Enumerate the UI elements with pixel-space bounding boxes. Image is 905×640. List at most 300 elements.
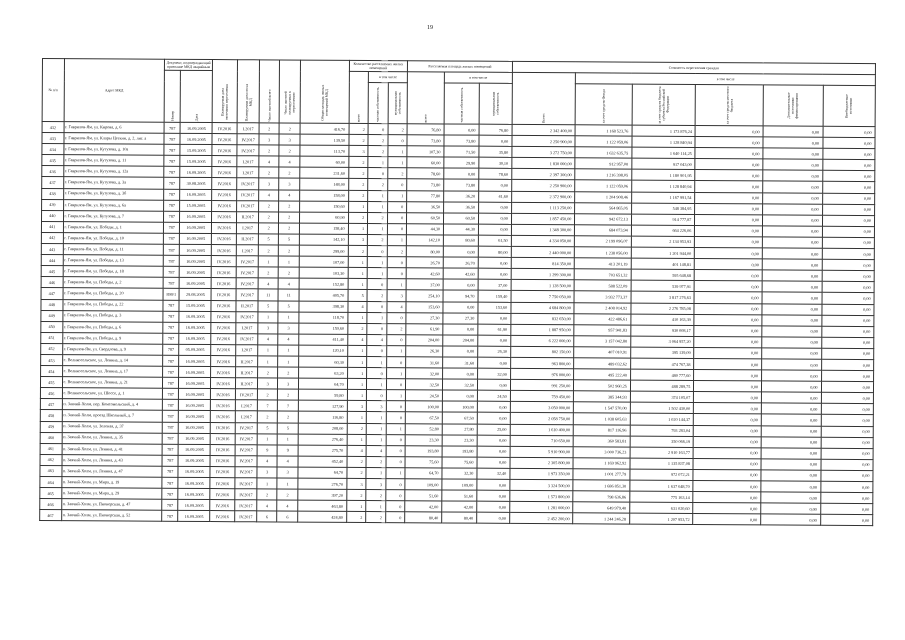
table-cell: 1 299 300,00 xyxy=(511,269,575,280)
table-cell: 440 xyxy=(42,210,64,221)
table-cell: 2 xyxy=(387,168,407,179)
table-cell: 564 865,05 xyxy=(575,202,631,213)
table-cell: 2 xyxy=(259,212,279,223)
table-cell: 1 xyxy=(386,468,406,479)
table-cell: 787 xyxy=(163,311,179,322)
table-cell: 2 xyxy=(368,135,388,146)
header-cost-group: Стоимость переселения граждан xyxy=(512,61,875,74)
table-cell: IV.2016 xyxy=(211,311,236,322)
table-cell: 0 xyxy=(367,279,387,290)
table-cell: 4 xyxy=(258,334,278,345)
header-extra: Дополнительные источники финансирования xyxy=(763,85,823,126)
resettlement-table xyxy=(39,58,876,526)
table-cell: 37,00 xyxy=(406,279,443,290)
table-cell: 2 xyxy=(346,512,366,523)
table-cell: 0,00 xyxy=(762,370,822,381)
table-cell: 449 xyxy=(41,310,63,321)
table-cell: 4 xyxy=(277,456,299,467)
table-cell: IV.2016 xyxy=(212,123,237,134)
table-cell: IV.2016 xyxy=(211,344,236,355)
table-cell: п. Заячий-Холм, проезд Школьный, д. 7 xyxy=(62,410,163,422)
table-cell: 1 xyxy=(348,223,368,234)
table-cell: 2 xyxy=(259,167,279,178)
table-cell: 0,00 xyxy=(761,514,821,525)
table-cell: 16.09.2005 xyxy=(178,455,210,466)
table-cell: 4 xyxy=(278,278,300,289)
table-cell: 2 xyxy=(349,134,369,145)
table-cell: 60,50 xyxy=(407,212,444,223)
header-cost-incl: в том числе xyxy=(576,73,876,86)
table-cell: 3 xyxy=(259,134,279,145)
table-cell: 1 168 523,76 xyxy=(575,125,631,136)
table-cell: 0 xyxy=(386,445,406,456)
table-cell: 1 xyxy=(258,311,278,322)
table-cell: 787 xyxy=(163,366,179,377)
table-cell: 59,80 xyxy=(299,389,347,400)
table-cell: 94,70 xyxy=(443,290,478,301)
table-cell: 817 116,96 xyxy=(574,424,630,435)
table-cell: 1 857 450,00 xyxy=(511,213,575,224)
table-cell: 5 xyxy=(258,422,278,433)
table-cell: 0 xyxy=(386,434,406,445)
table-cell: 0,00 xyxy=(443,368,478,379)
table-cell: 0,00 xyxy=(694,403,762,415)
table-cell: 787 xyxy=(164,211,180,222)
table-cell: 0,00 xyxy=(763,192,823,203)
table-cell: 16.09.2005 xyxy=(179,322,211,333)
table-cell: 397,20 xyxy=(298,489,346,500)
table-cell: 0,00 xyxy=(695,248,763,260)
table-cell: 787 xyxy=(163,355,179,366)
table-cell: 1 xyxy=(387,190,407,201)
table-cell: 0 xyxy=(387,257,407,268)
table-cell: 0,00 xyxy=(763,137,823,148)
table-cell: 432 xyxy=(42,122,64,133)
table-cell: 80,40 xyxy=(405,512,442,523)
table-cell: 2 xyxy=(258,389,278,400)
table-cell: 116,80 xyxy=(299,412,347,423)
table-cell: 0,00 xyxy=(761,392,821,403)
table-cell: 0,00 xyxy=(823,126,876,137)
table-cell: 2 xyxy=(278,267,300,278)
table-cell: 1 xyxy=(278,345,300,356)
table-cell: 23,30 xyxy=(442,435,477,446)
table-cell: 26,70 xyxy=(443,257,478,268)
table-cell: 1 201 944,00 xyxy=(631,247,695,258)
table-cell: 0,00 xyxy=(762,281,822,292)
table-cell: 254,10 xyxy=(406,290,443,301)
table-cell: 0,00 xyxy=(761,425,821,436)
table-cell: 787 xyxy=(164,189,180,200)
table-cell: 2 xyxy=(368,146,388,157)
table-cell: 0,00 xyxy=(761,470,821,481)
table-cell: 299,00 xyxy=(300,245,348,256)
table-cell: 2 372 900,00 xyxy=(511,191,575,202)
table-cell: 0,00 xyxy=(693,480,761,492)
table-cell: 1 xyxy=(386,390,406,401)
table-cell: 2 xyxy=(279,123,301,134)
table-cell: 31,60 xyxy=(406,357,443,368)
table-cell: IV.2016 xyxy=(210,478,235,489)
table-cell: 0,00 xyxy=(761,437,821,448)
table-cell: IV.2017 xyxy=(235,467,258,478)
table-cell: 447 xyxy=(41,288,63,299)
table-cell: 0,00 xyxy=(693,492,761,504)
table-cell: 3 272 750,00 xyxy=(512,147,576,158)
table-cell: 16.09.2005 xyxy=(178,477,210,488)
table-cell: I.2017 xyxy=(235,411,258,422)
table-cell: 0,00 xyxy=(822,160,875,171)
table-cell: 434 xyxy=(42,144,64,155)
table-cell: 2 xyxy=(259,223,279,234)
table-cell: 787 xyxy=(163,300,179,311)
table-cell: г. Гаврилов-Ям, ул. Кирова, д. 6 xyxy=(64,122,165,134)
table-cell: г. Гаврилов-Ям, ул. Победы, д. 3 xyxy=(62,310,163,322)
table-cell: 2 xyxy=(279,145,301,156)
table-cell: 153,60 xyxy=(406,301,443,312)
table-cell: 0,00 xyxy=(695,192,763,204)
table-cell: 0,00 xyxy=(821,448,874,459)
table-cell: 0 xyxy=(367,301,387,312)
table-cell: 350 066,19 xyxy=(630,436,694,447)
table-cell: г. Гаврилов-Ям, ул. Кутузова, д. 7 xyxy=(63,210,164,222)
table-cell: 474 767,38 xyxy=(630,358,694,369)
table-cell: 1 xyxy=(368,223,388,234)
table-cell: 480 777,60 xyxy=(630,369,694,380)
table-cell: 787 xyxy=(162,499,178,510)
table-cell: 0,00 xyxy=(822,148,875,159)
header-rooms-total: всего xyxy=(349,71,369,123)
table-cell: 0,00 xyxy=(820,515,873,526)
table-cell: 16.09.2005 xyxy=(178,488,210,499)
table-cell: 2 452 200,00 xyxy=(509,513,573,524)
table-cell: I.2017 xyxy=(236,245,259,256)
table-cell: г. Гаврилов-Ям, ул. Победы, д. 6 xyxy=(62,321,163,333)
table-cell: 0,00 xyxy=(763,204,823,215)
table-cell: 1 xyxy=(348,201,368,212)
table-cell: 0,00 xyxy=(694,425,762,437)
table-cell: IV.2017 xyxy=(235,511,258,522)
table-cell: II.2017 xyxy=(235,367,258,378)
table-cell: 2 199 096,07 xyxy=(575,236,631,247)
table-cell: 5 xyxy=(348,290,368,301)
table-cell: IV.2017 xyxy=(235,489,258,500)
table-cell: 0,00 xyxy=(761,414,821,425)
table-cell: 2 xyxy=(259,123,279,134)
table-cell: 976 000,00 xyxy=(510,368,574,379)
table-cell: 103,30 xyxy=(300,267,348,278)
table-cell: 275,70 xyxy=(299,445,347,456)
table-cell: 0,00 xyxy=(478,268,511,279)
table-cell: 0,00 xyxy=(478,313,511,324)
table-cell: 631 020,60 xyxy=(629,502,693,513)
table-cell: 1 637 648,70 xyxy=(630,480,694,491)
table-cell: 0,00 xyxy=(477,490,510,501)
table-cell: 3 050 000,00 xyxy=(510,402,574,413)
table-cell: 0,00 xyxy=(477,457,510,468)
table-cell: 9 xyxy=(258,445,278,456)
table-cell: 7 xyxy=(258,400,278,411)
table-cell: 463,80 xyxy=(298,500,346,511)
table-cell: 73,80 xyxy=(407,135,444,146)
table-cell: 1 204 908,46 xyxy=(575,191,631,202)
table-cell: 204,00 xyxy=(406,335,443,346)
table-cell: 1 xyxy=(368,157,388,168)
table-cell: 0,00 xyxy=(820,481,873,492)
table-cell: 787 xyxy=(164,144,180,155)
table-cell: 142,10 xyxy=(407,235,444,246)
table-cell: 2 xyxy=(277,367,299,378)
table-header xyxy=(42,59,875,127)
table-cell: 1 xyxy=(367,379,387,390)
table-cell: 2 xyxy=(368,234,388,245)
table-cell: г. Гаврилов-Ям, ул. Кутузова, д. 3а xyxy=(63,177,164,189)
table-cell: 61,90 xyxy=(406,323,443,334)
table-cell: 0,00 xyxy=(821,337,874,348)
header-area-private: частная собственность xyxy=(444,83,479,124)
table-cell: 3 817 276,63 xyxy=(631,292,695,303)
table-cell: 1 xyxy=(366,423,386,434)
table-cell: 16.09.2005 xyxy=(179,366,211,377)
table-cell: 208,00 xyxy=(299,423,347,434)
table-cell: 16.09.2005 xyxy=(179,444,211,455)
table-cell: 0,00 xyxy=(762,303,822,314)
table-cell: 1 xyxy=(277,434,299,445)
table-cell: 76,80 xyxy=(479,124,512,135)
table-cell: 4 xyxy=(348,301,368,312)
table-cell: 0,00 xyxy=(695,270,763,282)
header-no: № п/п xyxy=(42,59,64,122)
table-cell: 2 xyxy=(366,512,386,523)
table-cell: IV.2017 xyxy=(236,333,259,344)
table-cell: 0,00 xyxy=(821,370,874,381)
table-cell: 1 xyxy=(347,412,367,423)
table-cell: 0,00 xyxy=(694,358,762,370)
table-cell: 0,00 xyxy=(762,326,822,337)
header-residents-count: Число жителей всего xyxy=(260,60,280,123)
table-cell: г. Гаврилов-Ям, ул. Победы, д. 9 xyxy=(62,332,163,344)
table-cell: 1 xyxy=(259,256,279,267)
table-cell: 1 xyxy=(348,256,368,267)
table-cell: 0,00 xyxy=(763,170,823,181)
table-cell: 107,00 xyxy=(300,256,348,267)
table-cell: г. Гаврилов-Ям, ул. Кутузова, д. 3б xyxy=(63,188,164,200)
header-rooms-incl: в том числе xyxy=(368,71,407,82)
table-cell: 16.09.2005 xyxy=(178,500,210,511)
table-cell: 548 384,95 xyxy=(631,203,695,214)
table-cell: 1 xyxy=(258,433,278,444)
table-cell: 4 xyxy=(257,456,277,467)
table-cell: 0,00 xyxy=(694,281,762,293)
table-cell: 438 xyxy=(42,188,64,199)
table-cell: 0,00 xyxy=(763,181,823,192)
table-cell: 684 073,94 xyxy=(575,225,631,236)
table-cell: 16.09.2005 xyxy=(179,400,211,411)
table-cell: 1 122 059,06 xyxy=(575,136,631,147)
table-cell: 64,70 xyxy=(299,378,347,389)
header-address: Адрес МКД xyxy=(64,59,165,123)
table-cell: 159,40 xyxy=(478,291,511,302)
table-cell: 16.09.2005 xyxy=(178,466,210,477)
table-cell: 0,00 xyxy=(695,214,763,226)
table-cell: 787 xyxy=(163,344,179,355)
table-cell: 0,00 xyxy=(694,336,762,348)
table-cell: 0,00 xyxy=(762,237,822,248)
table-cell: 60,90 xyxy=(300,212,348,223)
table-cell: 972 072,21 xyxy=(630,469,694,480)
table-cell: IV.2016 xyxy=(212,156,237,167)
table-cell: 30,10 xyxy=(479,157,512,168)
table-cell: 3 064 957,20 xyxy=(631,336,695,347)
table-cell: 16.09.2005 xyxy=(179,355,211,366)
table-cell: 3 xyxy=(279,178,301,189)
table-cell: 2 xyxy=(368,179,388,190)
table-cell: 930 008,17 xyxy=(631,325,695,336)
table-cell: 3 xyxy=(259,178,279,189)
table-cell: 787 xyxy=(164,200,180,211)
table-cell: 42,60 xyxy=(443,268,478,279)
table-cell: 1 686 851,30 xyxy=(573,480,629,491)
table-cell: 1 xyxy=(347,345,367,356)
table-cell: 360 583,81 xyxy=(573,435,629,446)
table-cell: 2 xyxy=(259,267,279,278)
table-cell: 0,00 xyxy=(693,436,761,448)
table-cell: 0,00 xyxy=(762,270,822,281)
table-cell: 401 148,81 xyxy=(631,258,695,269)
table-cell: 422 486,61 xyxy=(574,313,630,324)
table-cell: 2 xyxy=(278,201,300,212)
table-cell: 465 xyxy=(40,488,62,499)
table-cell: 0,00 xyxy=(694,314,762,326)
table-cell: 0,00 xyxy=(822,259,875,270)
table-cell: 78,60 xyxy=(407,168,444,179)
table-cell: 1 xyxy=(347,379,367,390)
table-cell: 64,70 xyxy=(298,467,346,478)
table-cell: 29,90 xyxy=(444,157,479,168)
header-total-area: Общая площадь жилых помещений МКД xyxy=(301,60,350,123)
table-cell: 787 xyxy=(162,400,178,411)
header-area-group: Расселяемая площадь жилых помещений xyxy=(408,61,513,73)
table-cell: 15.09.2005 xyxy=(180,145,212,156)
table-cell: 2 xyxy=(259,245,279,256)
table-cell: 3 xyxy=(278,323,300,334)
table-cell: 787 xyxy=(162,511,178,522)
table-cell: 148,00 xyxy=(300,179,348,190)
table-cell: 4 xyxy=(259,189,279,200)
table-cell: 0,00 xyxy=(821,315,874,326)
table-cell: IV.2016 xyxy=(211,333,236,344)
table-cell: г. Гаврилов-Ям, ул. Победы, д. 20 xyxy=(63,288,164,300)
header-planned-demolition: Планируемая дата сноса МКД xyxy=(237,60,260,123)
table-cell: 1 173 876,24 xyxy=(632,125,696,136)
table-cell: 0 xyxy=(386,334,406,345)
table-cell: 1 xyxy=(367,268,387,279)
table-cell: 3 xyxy=(277,378,299,389)
table-cell: 0,00 xyxy=(822,293,875,304)
table-cell: 448 xyxy=(41,299,63,310)
table-cell: 1 xyxy=(387,279,407,290)
table-cell: 16.09.2005 xyxy=(180,189,212,200)
table-cell: IV.2016 xyxy=(211,289,236,300)
table-cell: 3 000 736,23 xyxy=(573,446,629,457)
table-cell: 77,80 xyxy=(407,190,444,201)
table-cell: 459 xyxy=(40,421,62,432)
table-cell: 3 xyxy=(257,467,277,478)
table-cell: 502 960,25 xyxy=(574,380,630,391)
table-cell: 787 xyxy=(163,278,179,289)
table-cell: 912 957,00 xyxy=(575,158,631,169)
table-cell: 0,00 xyxy=(821,304,874,315)
table-cell: I.2017 xyxy=(237,123,260,134)
table-cell: 24,50 xyxy=(477,390,510,401)
table-cell: 787 xyxy=(163,222,179,233)
table-cell: 0,00 xyxy=(821,326,874,337)
table-cell: IV.2017 xyxy=(235,433,258,444)
table-cell: 6 222 000,00 xyxy=(511,335,575,346)
table-cell: 67,50 xyxy=(405,412,442,423)
table-cell: 0 xyxy=(388,135,408,146)
table-cell: 11 xyxy=(258,289,278,300)
table-cell: 1 001 277,79 xyxy=(573,469,629,480)
header-area-incl: в том числе xyxy=(444,72,512,83)
table-cell: 0,00 xyxy=(821,459,874,470)
table-cell: 443 xyxy=(41,244,63,255)
table-cell: 16.09.2005 xyxy=(180,255,212,266)
table-cell: с. Великосельское, ул. Ленина, д. 14 xyxy=(62,355,163,367)
table-cell: 787 xyxy=(162,388,178,399)
table-cell: 1 xyxy=(346,501,366,512)
table-cell: 75,60 xyxy=(405,457,442,468)
table-cell: 51,60 xyxy=(442,490,477,501)
table-cell: 16.09.2005 xyxy=(179,433,211,444)
table-cell: 0,00 xyxy=(443,346,478,357)
table-cell: п. Заячий-Холм, ул. Зеленая, д. 37 xyxy=(62,421,163,433)
table-cell: 0,00 xyxy=(478,257,511,268)
table-cell: 127,90 xyxy=(299,400,347,411)
table-cell: г. Гаврилов-Ям, ул. Победы, д. 2 xyxy=(63,277,164,289)
table-cell: 2 xyxy=(347,423,367,434)
table-cell: 32,50 xyxy=(406,379,443,390)
table-cell: IV.2016 xyxy=(212,245,237,256)
table-cell: п. Заячий-Холм, ул. Пионерская, д. 52 xyxy=(61,510,162,522)
table-cell: г. Гаврилов-Ям, ул. Свердлова, д. 9 xyxy=(62,344,163,356)
table-cell: 1 113 250,00 xyxy=(511,202,575,213)
table-cell: 0,00 xyxy=(763,126,823,137)
table-cell: 2 xyxy=(259,145,279,156)
table-cell: 0 xyxy=(387,223,407,234)
table-cell: 1 128 840,94 xyxy=(631,181,695,192)
table-cell: 0 xyxy=(367,323,387,334)
table-cell: 0,00 xyxy=(822,226,875,237)
table-cell: 0 xyxy=(386,456,406,467)
table-cell: 73,80 xyxy=(444,135,479,146)
table-cell: 16.09.2005 xyxy=(180,233,212,244)
table-cell: 27,30 xyxy=(443,313,478,324)
table-cell: 2 xyxy=(366,490,386,501)
table-cell: 1 169 962,92 xyxy=(573,458,629,469)
table-cell: 0,00 xyxy=(822,248,875,259)
table-cell: п. Заячий-Холм, ул. Мира, д. 19 xyxy=(61,477,162,489)
table-cell: 100,00 xyxy=(442,401,477,412)
table-cell: 0,00 xyxy=(820,492,873,503)
table-cell: 4 xyxy=(367,334,387,345)
table-cell: 3 xyxy=(366,478,386,489)
table-cell: 4 xyxy=(259,156,279,167)
table-cell: 0,00 xyxy=(477,379,510,390)
table-cell: 36,20 xyxy=(444,191,479,202)
table-cell: 787 xyxy=(163,233,179,244)
table-cell: 42,00 xyxy=(442,501,477,512)
